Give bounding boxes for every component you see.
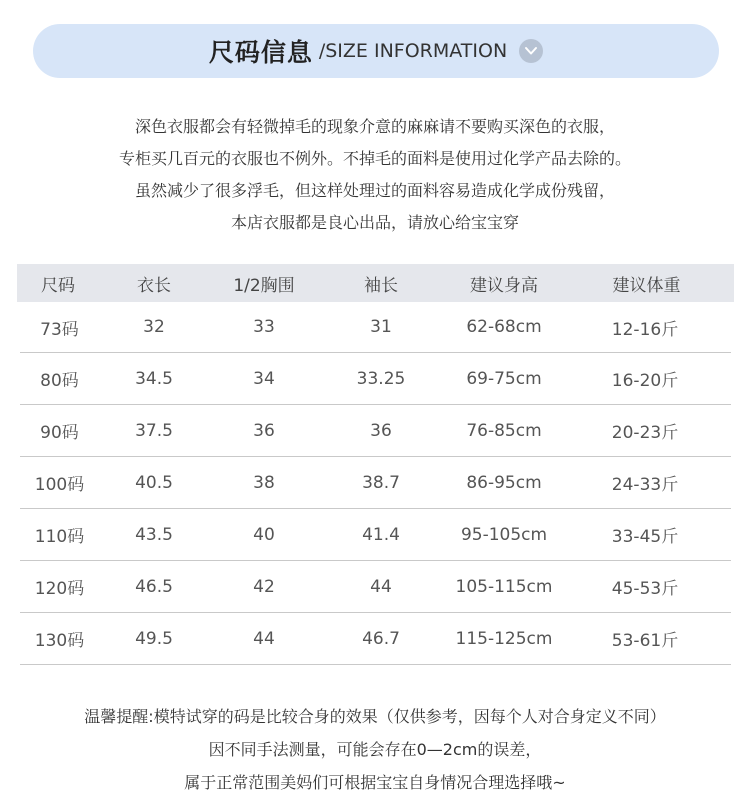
cell-half-chest: 33 (253, 317, 275, 337)
cell-weight: 53-61斤 (611, 631, 679, 651)
page-subtitle: /SIZE INFORMATION (318, 40, 508, 62)
table-row (20, 509, 731, 561)
table-body (17, 302, 734, 665)
cell-half-chest: 40 (253, 524, 275, 545)
header-sleeve: 袖长 (364, 275, 398, 296)
cell-sleeve: 41.4 (362, 524, 400, 545)
cell-height: 105-115cm (455, 576, 553, 597)
cell-height: 62-68cm (466, 317, 542, 337)
cell-length: 43.5 (135, 524, 173, 545)
cell-weight: 12-16斤 (611, 319, 679, 340)
table-row (20, 302, 731, 353)
table-row (20, 353, 731, 405)
cell-height: 69-75cm (466, 368, 542, 389)
table-row (20, 613, 731, 665)
cell-length: 40.5 (135, 472, 173, 493)
cell-size: 80码 (40, 371, 79, 391)
chevron-down-icon (519, 39, 543, 63)
reminder-note (0, 700, 750, 799)
cell-length: 32 (143, 317, 165, 337)
cell-weight: 24-33斤 (611, 475, 679, 495)
intro-line: 专柜买几百元的衣服也不例外。不掉毛的面料是使用过化学产品去除的。 (118, 149, 631, 168)
table-row (20, 457, 731, 509)
cell-half-chest: 36 (253, 420, 275, 441)
cell-half-chest: 38 (253, 472, 275, 493)
intro-line: 深色衣服都会有轻微掉毛的现象介意的麻麻请不要购买深色的衣服， (134, 117, 615, 136)
intro-line: 虽然减少了很多浮毛，但这样处理过的面料容易造成化学成份残留， (134, 181, 615, 200)
header-weight: 建议体重 (612, 275, 681, 296)
cell-height: 95-105cm (460, 524, 548, 545)
intro-line: 本店衣服都是良心出品，请放心给宝宝穿 (230, 213, 519, 232)
cell-half-chest: 34 (253, 368, 275, 389)
cell-size: 100码 (34, 475, 85, 495)
cell-size: 120码 (34, 579, 85, 599)
cell-height: 86-95cm (466, 472, 542, 493)
title-banner (33, 24, 719, 78)
cell-size: 90码 (40, 423, 79, 443)
cell-sleeve: 31 (370, 317, 392, 337)
intro-text (0, 111, 750, 239)
cell-length: 37.5 (135, 420, 173, 441)
cell-height: 115-125cm (455, 628, 553, 649)
header-height: 建议身高 (470, 275, 538, 296)
size-table (17, 264, 734, 665)
cell-sleeve: 38.7 (362, 472, 400, 493)
cell-sleeve: 46.7 (362, 628, 400, 649)
cell-sleeve: 36 (370, 420, 392, 441)
cell-weight: 45-53斤 (611, 579, 679, 599)
table-header (17, 264, 734, 302)
table-row (20, 561, 731, 613)
cell-height: 76-85cm (466, 420, 542, 441)
note-line: 因不同手法测量，可能会存在0—2cm的误差， (208, 740, 542, 759)
cell-weight: 16-20斤 (611, 371, 679, 391)
cell-weight: 20-23斤 (611, 423, 679, 443)
cell-half-chest: 44 (253, 628, 275, 649)
header-length: 衣长 (137, 275, 171, 296)
cell-weight: 33-45斤 (611, 527, 679, 547)
header-half-chest: 1/2胸围 (233, 275, 295, 296)
cell-size: 110码 (34, 527, 85, 547)
cell-length: 46.5 (135, 576, 173, 597)
cell-size: 73码 (40, 319, 79, 340)
header-size: 尺码 (41, 275, 75, 296)
cell-length: 49.5 (135, 628, 173, 649)
cell-half-chest: 42 (253, 576, 275, 597)
cell-sleeve: 44 (370, 576, 392, 597)
note-line: 属于正常范围美妈们可根据宝宝自身情况合理选择哦~ (184, 773, 566, 792)
cell-sleeve: 33.25 (356, 368, 406, 389)
page-title: 尺码信息 (208, 38, 313, 67)
table-row (20, 405, 731, 457)
note-line: 温馨提醒:模特试穿的码是比较合身的效果（仅供参考，因每个人对合身定义不同） (84, 707, 666, 726)
cell-length: 34.5 (135, 368, 173, 389)
cell-size: 130码 (34, 631, 85, 651)
